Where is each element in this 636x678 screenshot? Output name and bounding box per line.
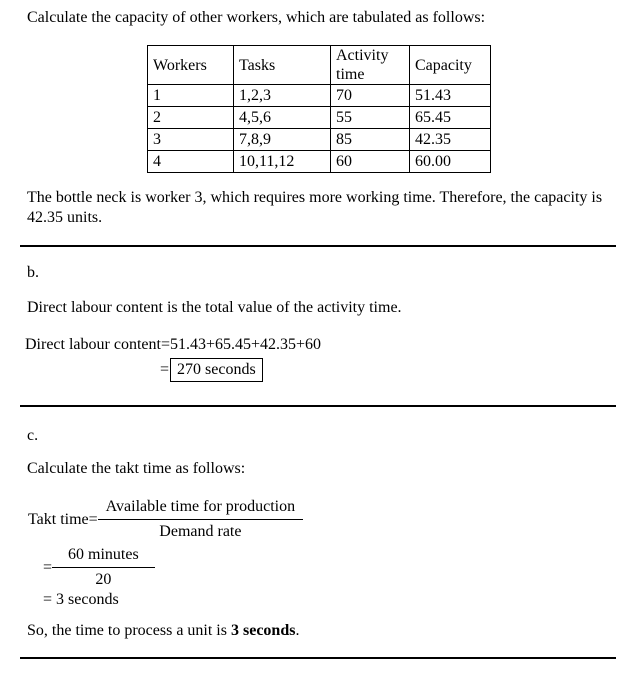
conclusion-bold-value: 3 seconds [230,622,296,639]
table-header-row [148,46,491,85]
cell-activity-time: 85 [331,129,410,151]
cell-worker: 1 [148,85,234,107]
col-header-tasks: Tasks [234,46,331,85]
cell-capacity: 42.35 [410,129,491,151]
cell-activity-time: 70 [331,85,410,107]
section-c-label: c. [27,427,39,444]
section-divider [20,245,616,247]
equals-sign: = [43,558,53,576]
cell-worker: 4 [148,151,234,173]
cell-tasks: 7,8,9 [234,129,331,151]
col-header-workers: Workers [148,46,234,85]
direct-labour-equation: Direct labour content=51.43+65.45+42.35+60 [25,336,322,353]
bottleneck-note: The bottle neck is worker 3, which requires more working time. Therefore, the capacity is 42.35 units. [27,189,603,226]
table-row [148,107,491,129]
equals-sign: = [160,361,170,378]
section-b-description: Direct labour content is the total value of the activity time. [27,299,402,316]
boxed-result: 270 seconds [170,358,263,382]
fraction-denominator: Demand rate [159,523,242,540]
conclusion-text [27,621,636,641]
fraction-numerator: 60 minutes [52,545,155,568]
cell-tasks: 10,11,12 [234,151,331,173]
fraction-denominator: 20 [95,571,112,588]
section-divider [20,405,616,407]
direct-labour-result-line [160,358,636,382]
col-header-capacity: Capacity [410,46,491,85]
col-header-activity-time: Activity time [331,46,410,85]
takt-time-substitution [43,545,636,590]
cell-tasks: 1,2,3 [234,85,331,107]
intro-text: Calculate the capacity of other workers, which are tabulated as follows: [27,9,486,26]
section-b-label: b. [27,264,39,281]
cell-capacity: 65.45 [410,107,491,129]
cell-worker: 3 [148,129,234,151]
fraction [52,545,155,590]
conclusion-suffix: . [295,622,300,639]
takt-time-prefix: Takt time= [28,510,98,528]
takt-time-equation [28,497,636,542]
section-c-description: Calculate the takt time as follows: [27,460,246,477]
cell-tasks: 4,5,6 [234,107,331,129]
conclusion-prefix: So, the time to process a unit is [27,622,231,639]
fraction-numerator: Available time for production [98,497,303,520]
cell-activity-time: 60 [331,151,410,173]
cell-worker: 2 [148,107,234,129]
table-row [148,85,491,107]
section-divider [20,657,616,659]
fraction [98,497,303,542]
takt-time-result: = 3 seconds [43,591,119,608]
cell-capacity: 51.43 [410,85,491,107]
capacity-table [147,45,491,173]
table-row [148,151,491,173]
cell-capacity: 60.00 [410,151,491,173]
table-row [148,129,491,151]
cell-activity-time: 55 [331,107,410,129]
